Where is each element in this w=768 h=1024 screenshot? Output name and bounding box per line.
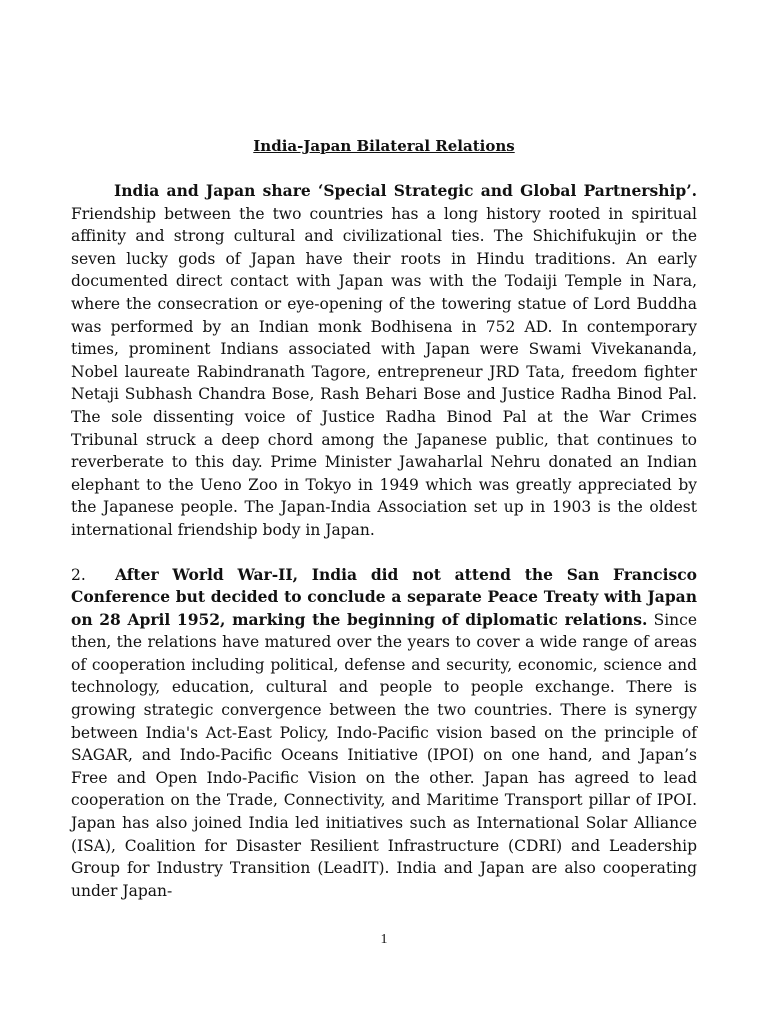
document-page <box>71 134 697 902</box>
paragraph-2 <box>71 564 697 903</box>
paragraph-1-body: Friendship between the two countries has a long history rooted in spiritual affinity and strong cultural and civilizational ties. The Shichifukujin or the seven lucky gods of Japan have their roots in Hindu traditions. An early documented direct contact with Japan was with the Todaiji Temple in Nara, where the consecration or eye-opening of the towering statue of Lord Buddha was performed by an Indian monk Bodhisena in 752 AD. In contemporary times, prominent Indians associated with Japan were Swami Vivekananda, Nobel laureate Rabindranath Tagore, entrepreneur JRD Tata, freedom fighter Netaji Subhash Chandra Bose, Rash Behari Bose and Justice Radha Binod Pal. The sole dissenting voice of Justice Radha Binod Pal at the War Crimes Tribunal struck a deep chord among the Japanese public, that continues to reverberate to this day. Prime Minister Jawaharlal Nehru donated an Indian elephant to the Ueno Zoo in Tokyo in 1949 which was greatly appreciated by the Japanese people. The Japan-India Association set up in 1903 is the oldest international friendship body in Japan. <box>71 204 697 539</box>
paragraph-1-bold-lead: India and Japan share ‘Special Strategic and Global Partnership’. <box>114 181 697 200</box>
paragraph-2-bold-lead: After World War-II, India did not attend the San Francisco Conference but decided to conclude a separate Peace Treaty with Japan on 28 April 1952, marking the beginning of diplomatic relations. <box>71 564 697 629</box>
page-number: 1 <box>380 932 388 947</box>
document-title: India-Japan Bilateral Relations <box>253 137 515 155</box>
paragraph-1 <box>71 180 697 542</box>
paragraph-2-body: Since then, the relations have matured over the years to cover a wide range of areas of cooperation including political, defense and security, economic, science and technology, education, cultural and people to people exchange. There is growing strategic convergence between the two countries. There is synergy between India's Act-East Policy, Indo-Pacific vision based on the principle of SAGAR, and Indo-Pacific Oceans Initiative (IPOI) on one hand, and Japan’s Free and Open Indo-Pacific Vision on the other. Japan has agreed to lead cooperation on the Trade, Connectivity, and Maritime Transport pillar of IPOI. Japan has also joined India led initiatives such as International Solar Alliance (ISA), Coalition for Disaster Resilient Infrastructure (CDRI) and Leadership Group for Industry Transition (LeadIT). India and Japan are also cooperating under Japan- <box>71 610 697 900</box>
paragraph-2-number: 2. <box>71 565 86 584</box>
paragraph-gap <box>71 542 697 564</box>
